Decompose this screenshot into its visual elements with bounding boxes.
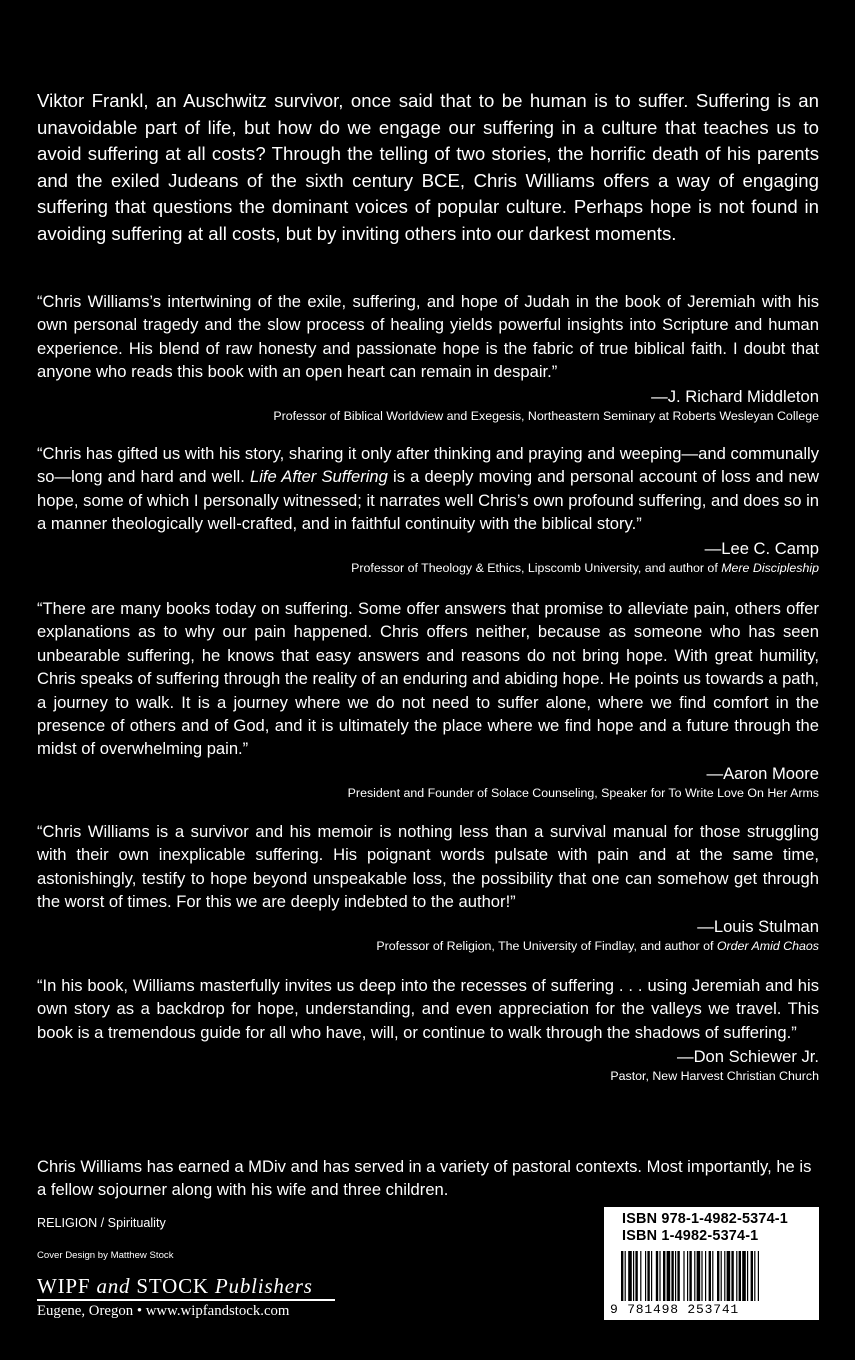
endorsement-text: “There are many books today on suffering. Some offer answers that promise to alleviate pain, others offer explanations as to why our pain happened. Chris offers neither, because as someone who has seen unbearable suffering, he knows that easy answers and reasons do not bring hope. With great humility, Chris speaks of suffering through the reality of an enduring and abiding hope. He points us towards a path, a journey to walk. It is a journey where we do not need to suffer alone, where we find comfort in the presence of others and of God, and it is ultimately the place where we find hope and a future through the midst of overwhelming pain.” <box>37 599 819 759</box>
publisher-location: Eugene, Oregon • www.wipfandstock.com <box>37 1303 290 1319</box>
endorsement-author-title: Professor of Biblical Worldview and Exegesis, Northeastern Seminary at Roberts Wesleyan College <box>273 408 819 423</box>
publisher-name: WIPF and STOCK Publishers <box>37 1274 313 1298</box>
author-bio: Chris Williams has earned a MDiv and has served in a variety of pastoral contexts. Most importantly, he is a fellow sojourner along with his wife and three children. <box>37 1157 812 1200</box>
endorsement-author: —Aaron Moore <box>706 763 819 783</box>
endorsement-camp <box>37 442 819 576</box>
endorsement-text: “In his book, Williams masterfully invites us deep into the recesses of suffering . . . using Jeremiah and his own story as a backdrop for hope, understanding, and even appreciation for the valleys we travel. This book is a tremendous guide for all who have, will, or continue to walk through the shadows of suffering.” <box>37 976 819 1042</box>
endorsement-author-title: Professor of Theology & Ethics, Lipscomb University, and author of Mere Discipleship <box>351 560 819 575</box>
endorsement-author: —J. Richard Middleton <box>651 386 819 406</box>
endorsement-author-title: President and Founder of Solace Counseling, Speaker for To Write Love On Her Arms <box>347 785 819 800</box>
endorsement-text: “Chris Williams is a survivor and his memoir is nothing less than a survival manual for those struggling with their own inexplicable suffering. His poignant words pulsate with pain and at the same time, astonishingly, testify to hope beyond unspeakable loss, the possibility that one can somehow get through the worst of times. For this we are deeply indebted to the author!” <box>37 822 819 912</box>
endorsement-author-title: Pastor, New Harvest Christian Church <box>610 1069 819 1084</box>
isbn-10: ISBN 1-4982-5374-1 <box>622 1228 759 1244</box>
endorsement-author: —Louis Stulman <box>697 916 819 936</box>
endorsement-text: “Chris Williams’s intertwining of the exile, suffering, and hope of Judah in the book of Jeremiah with his own personal tragedy and the slow process of healing yields powerful insights into Scripture and human experience. His blend of raw honesty and passionate hope is the fabric of true biblical faith. I doubt that anyone who reads this book with an open heart can remain in despair.” <box>37 292 819 382</box>
endorsement-moore <box>37 597 819 801</box>
book-title: Life After Suffering <box>250 467 388 487</box>
barcode-number: 9 781498 253741 <box>610 1302 740 1317</box>
endorsement-stulman <box>37 820 819 954</box>
publisher-divider <box>37 1299 335 1301</box>
isbn-barcode <box>604 1207 819 1320</box>
endorsement-author: —Don Schiewer Jr. <box>676 1047 819 1067</box>
cover-design-credit: Cover Design by Matthew Stock <box>37 1250 174 1261</box>
endorsement-text: “Chris has gifted us with his story, sharing it only after thinking and praying and weeping—and communally so—long and hard and well. Life After Suffering is a deeply moving and personal account of loss and new hope, some of which I personally witnessed; it narrates well Chris’s own profound suffering, and does so in a manner theologically well-crafted, and in faithful continuity with the biblical story.” <box>37 444 820 534</box>
back-cover-blurb: Viktor Frankl, an Auschwitz survivor, once said that to be human is to suffer. Suffering is an unavoidable part of life, but how do we engage our suffering in a culture that teaches us to avoid suffering at all costs? Through the telling of two stories, the horrific death of his parents and the exiled Judeans of the sixth century BCE, Chris Williams offers a way of engaging suffering that questions the dominant voices of popular culture. Perhaps hope is not found in avoiding suffering at all costs, but by inviting others into our darkest moments. <box>37 90 819 244</box>
isbn-13: ISBN 978-1-4982-5374-1 <box>622 1211 788 1227</box>
endorsement-schiewer <box>37 974 819 1084</box>
endorsement-author: —Lee C. Camp <box>704 538 819 558</box>
endorsement-author-title: Professor of Religion, The University of Findlay, and author of Order Amid Chaos <box>376 938 819 953</box>
bisac-category: RELIGION / Spirituality <box>37 1216 166 1230</box>
endorsement-middleton <box>37 290 819 424</box>
barcode-bars <box>621 1251 801 1301</box>
